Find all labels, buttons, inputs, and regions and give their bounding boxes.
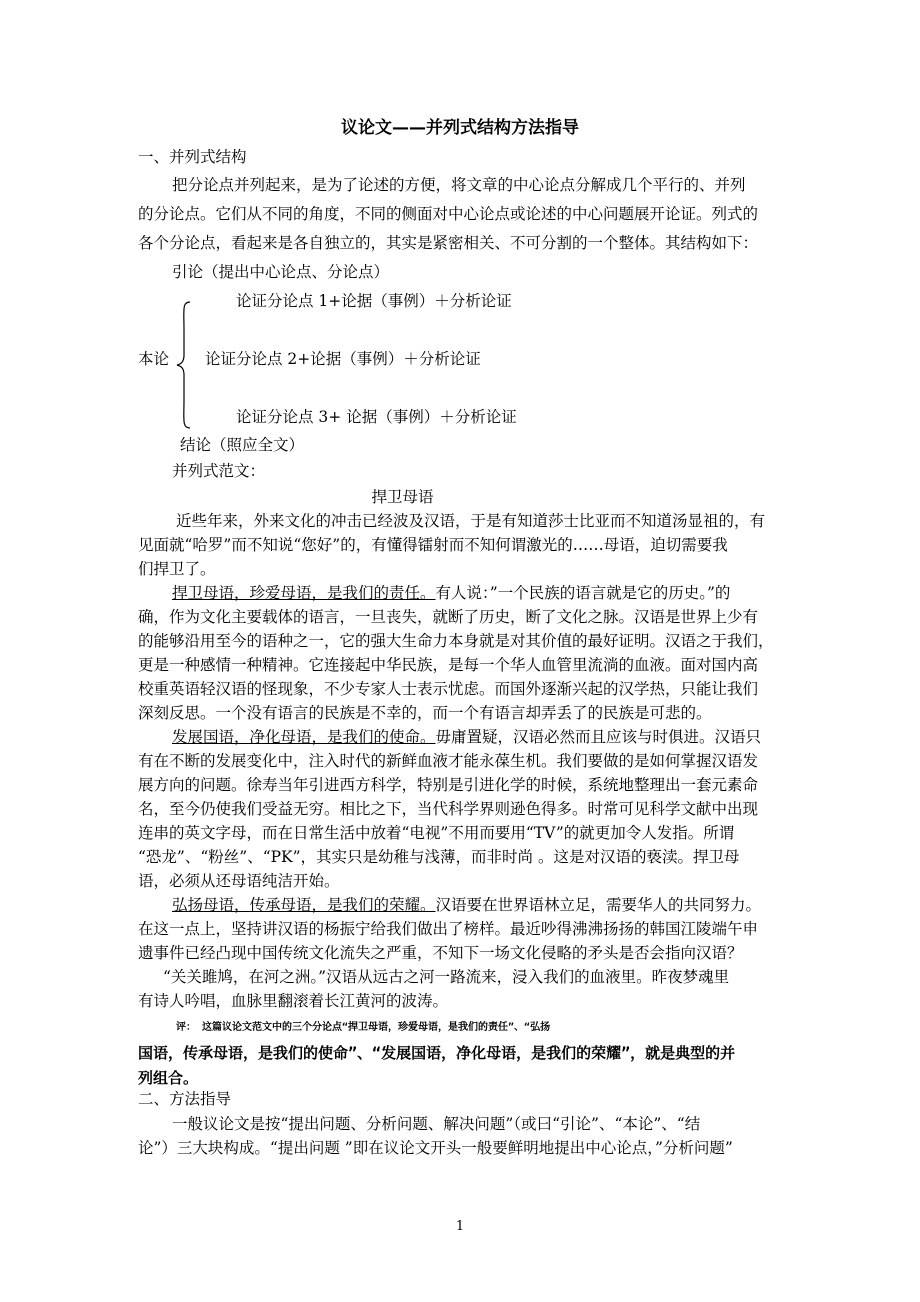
structure-intro-label: 引论（提出中心论点、分论点） <box>172 263 390 281</box>
curly-brace-icon <box>174 300 194 430</box>
essay-p4-line-3: 遗事件已经凸现中国传统文化流失之严重，不知下一场文化侵略的矛头是否会指向汉语？ <box>138 944 743 962</box>
essay-p1-line-2: 见面就“哈罗”而不知说“您好”的，有懂得镭射而不知何谓激光的……母语，迫切需要我 <box>138 536 728 554</box>
point-3-underlined: 弘扬母语，传承母语，是我们的荣耀。 <box>172 896 436 914</box>
essay-p4-line-1 <box>172 894 761 916</box>
structure-body-label: 本论 <box>138 350 170 368</box>
intro-line-2: 的分论点。它们从不同的角度，不同的侧面对中心论点或论述的中心问题展开论证。列式的 <box>138 205 759 223</box>
essay-p2-line-3: 的能够沿用至今的语种之一，它的强大生命力本身就是对其价值的最好证明。汉语之于我们， <box>138 632 774 650</box>
essay-p3-line-1-rest: 毋庸置疑，汉语必然而且应该与时俱进。汉语只 <box>435 728 762 746</box>
essay-title: 捍卫母语 <box>371 488 434 506</box>
essay-p3-line-1 <box>172 726 761 748</box>
essay-p3-line-6: “恐龙”、“粉丝”、“PK”，其实只是幼稚与浅薄，而非时尚 。这是对汉语的亵渎。捍卫母 <box>138 848 740 866</box>
page-number: 1 <box>455 1219 465 1234</box>
essay-p1-line-3: 们捍卫了。 <box>138 560 216 578</box>
essay-p2-line-4: 更是一种感情一种精神。它连接起中华民族，是每一个华人血管里流淌的血液。面对国内高 <box>138 656 759 674</box>
intro-line-1: 把分论点并列起来，是为了论述的方便，将文章的中心论点分解成几个平行的、并列 <box>172 176 746 194</box>
structure-point-3: 论证分论点 3+ 论据（事例）＋分析论证 <box>236 408 517 426</box>
essay-p3-line-7: 语，必须从还母语纯洁开始。 <box>138 872 340 890</box>
essay-p3-line-2: 有在不断的发展变化中，注入时代的新鲜血液才能永葆生机。我们要做的是如何掌握汉语发 <box>138 752 759 770</box>
essay-p3-line-3: 展方向的问题。徐寿当年引进西方科学，特别是引进化学的时候，系统地整理出一套元素命 <box>138 776 759 794</box>
essay-p2-line-6: 深刻反思。一个没有语言的民族是不幸的，而一个有语言却弄丢了的民族是可悲的。 <box>138 704 712 722</box>
intro-line-3: 各个分论点，看起来是各自独立的，其实是紧密相关、不可分割的一个整体。其结构如下： <box>138 234 759 252</box>
comment-line-1: 评： 这篇议论文范文中的三个分论点“捍卫母语，珍爱母语，是我们的责任”、“弘扬 <box>176 1022 551 1033</box>
essay-p2-line-5: 校重英语轻汉语的怪现象，不少专家人士表示忧虑。而国外逐渐兴起的汉学热，只能让我们 <box>138 680 759 698</box>
essay-p1-line-1: 近些年来，外来文化的冲击已经波及汉语，于是有知道莎士比亚而不知道汤显祖的，有 <box>176 512 766 530</box>
comment-line-2: 国语，传承母语，是我们的使命”、“发展国语，净化母语，是我们的荣耀”，就是典型的并 <box>138 1044 736 1062</box>
essay-p4-line-2: 在这一点上，坚持讲汉语的杨振宁给我们做出了榜样。最近吵得沸沸扬扬的韩国江陵端午申 <box>138 920 759 938</box>
essay-p2-line-1 <box>172 582 730 604</box>
sample-label: 并列式范文： <box>172 462 266 480</box>
essay-p5-line-2: 有诗人吟唱，血脉里翻滚着长江黄河的波涛。 <box>138 992 449 1010</box>
point-2-underlined: 发展国语，净化母语，是我们的使命。 <box>172 728 436 746</box>
comment-line-3: 列组合。 <box>138 1069 199 1087</box>
point-1-underlined: 捍卫母语，珍爱母语，是我们的责任。 <box>172 584 436 602</box>
essay-p5-line-1: “关关雎鸠，在河之洲。”汉语从远古之河一路流来，浸入我们的血液里。昨夜梦魂里 <box>163 968 730 986</box>
section2-line-2: 论”）三大块构成。“提出问题 ”即在议论文开头一般要鲜明地提出中心论点，”分析问题” <box>138 1139 733 1157</box>
section2-line-1: 一般议论文是按“提出问题、分析问题、解决问题”（或曰“引论”、“本论”、“结 <box>172 1115 701 1133</box>
document-title: 议论文——并列式结构方法指导 <box>341 118 579 138</box>
essay-p4-line-1-rest: 汉语要在世界语林立足，需要华人的共同努力。 <box>435 896 762 914</box>
structure-conclusion-label: 结论（照应全文） <box>180 436 305 454</box>
section1-heading: 一、并列式结构 <box>138 148 247 166</box>
structure-point-2: 论证分论点 2+论据（事例）＋分析论证 <box>205 350 481 368</box>
essay-p3-line-4: 名，至今仍使我们受益无穷。相比之下，当代科学界则逊色得多。时常可见科学文献中出现 <box>138 800 759 818</box>
essay-p2-line-2: 确，作为文化主要载体的语言，一旦丧失，就断了历史，断了文化之脉。汉语是世界上少有 <box>138 608 759 626</box>
structure-point-1: 论证分论点 1+论据（事例）＋分析论证 <box>236 292 512 310</box>
essay-p2-line-1-rest: 有人说：”一个民族的语言就是它的历史。”的 <box>435 584 731 602</box>
essay-p3-line-5: 连串的英文字母，而在日常生活中放着“电视”不用而要用“TV”的就更加令人发指。所谓 <box>138 824 735 842</box>
section2-heading: 二、方法指导 <box>138 1090 232 1108</box>
